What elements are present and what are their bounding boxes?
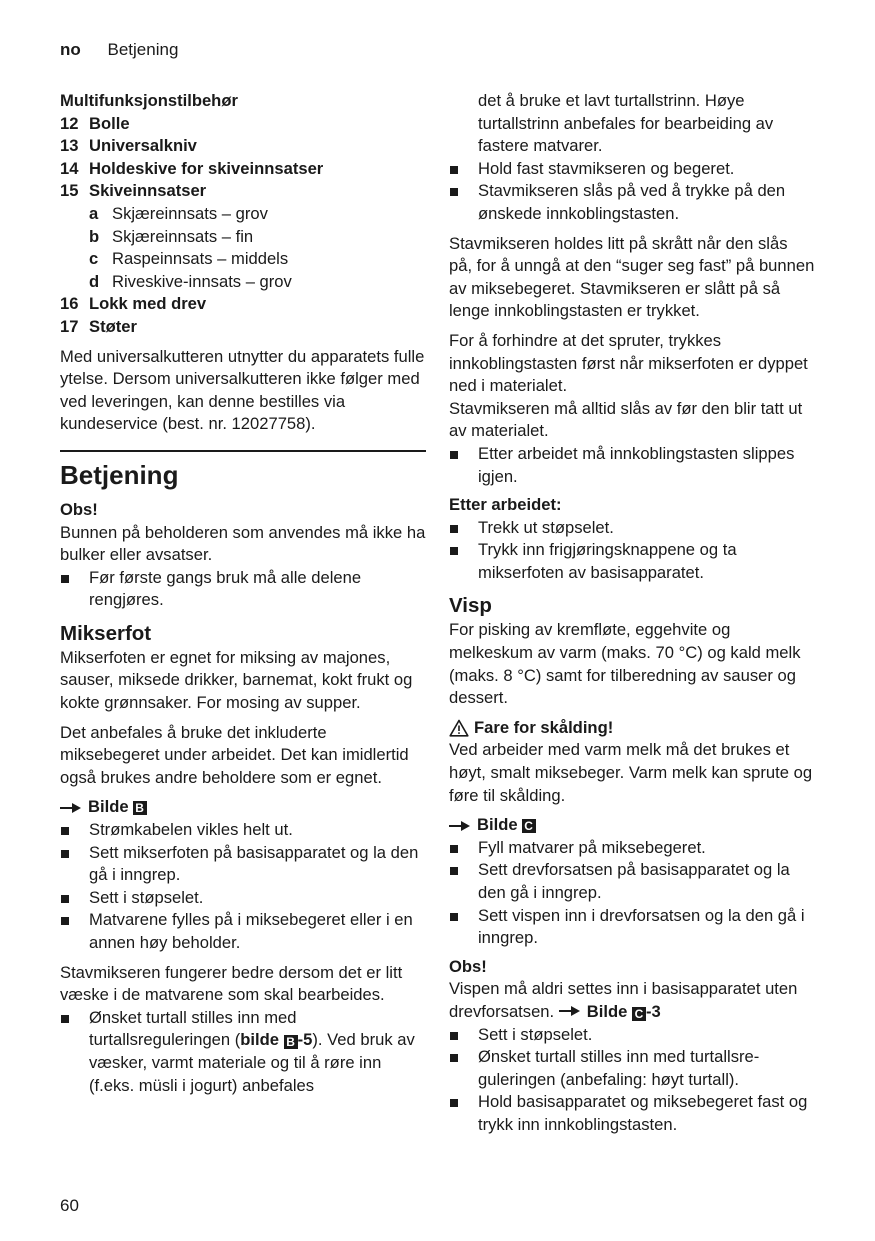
mikserfot-paragraph-2: Det anbefales å bruke det inkluderte miksebegeret under arbeidet. Det kan imidlertid også brukes andre beholdere som er egnet. [60,722,409,787]
after-work-bullets [449,517,815,585]
mikserfot-title: Mikserfot [60,621,152,645]
list-item: Strømkabelen vikles helt ut. [60,819,426,842]
obs-text: Bunnen på beholderen som anvendes må ikke ha bulker eller avsatser. [60,522,426,565]
list-item: Ønsket turtall stilles inn med turtallsreguleringen (bilde B -5). Ved bruk av væsker, varmt materiale og til å røre inn (f.eks. müsli i jogurt) anbefales [60,1007,426,1097]
list-item: 17 Støter [60,316,137,336]
mikserfot-bullets [60,819,426,955]
arrow-right-icon [449,820,471,832]
visp-paragraph: For pisking av kremfløte, eggehvite og melkeskum av varm (maks. 70 °C) og kald melk (maks. 8 °C) samt for tilberedning av sauser og dessert. [449,620,801,708]
list-item: 13 Universalkniv [60,136,197,156]
list-item: Fyll matvarer på miksebegeret. [449,837,815,860]
arrow-right-icon [60,802,82,814]
after-work-label: Etter arbeidet: [449,495,562,515]
universal-paragraph: Med universalkutteren utnytter du apparatets fulle ytelse. Dersom universalkutteren ikke følger med ved leveringen, kan denne bestilles via kundeservice (best. nr. 12027758). [60,346,425,434]
list-item: Sett mikserfoten på basisapparatet og la den gå i inngrep. [60,842,426,887]
visp-bullets [449,837,815,950]
list-item: Sett i støpselet. [449,1024,815,1047]
visp-title: Visp [449,594,492,618]
list-item: Hold fast stavmikseren og begeret. [449,158,815,181]
arrow-right-icon [559,1005,581,1017]
figure-letter-badge: B [133,801,147,815]
liquid-paragraph: Stavmikseren fungerer bedre dersom det er litt væske i de matvarene som skal bearbeides. [60,962,403,1005]
obs-text: Vispen må aldri settes inn i basisapparatet uten drevforsatsen. Bilde C -3 [449,979,798,1021]
list-item: Hold basisapparatet og miksebegeret fast og trykk inn innkoblingstasten. [449,1091,815,1136]
mikserfot-paragraph-1: Mikserfoten er egnet for miksing av majones, sauser, miksede drikker, barnemat, kokt frukt og kokte grønnsaker. For mosing av supper. [60,647,413,713]
obs-label: Obs! [60,499,98,519]
list-item: Sett i støpselet. [60,887,426,910]
list-item: a Skjæreinnsats – grov [89,203,268,223]
parts-list [60,113,426,203]
section-title: Betjening [60,459,179,490]
language-code: no [60,40,81,59]
figure-letter-badge: C [632,1007,646,1021]
list-item: Sett vispen inn i drevforsatsen og la den gå i inngrep. [449,905,815,950]
figure-reference: Bilde B [60,796,426,819]
subparts-list [60,203,426,293]
release-bullets [449,443,815,488]
section-divider [60,450,426,452]
hold-bullets [449,158,815,226]
list-item: 12 Bolle [60,113,130,133]
list-item: Trykk inn frigjøringsknappene og ta mikserfoten av basisapparatet. [449,539,815,584]
speed-bullets [60,1007,426,1097]
obs-bullets [60,567,426,612]
list-item: Trekk ut støpselet. [449,517,815,540]
warning-triangle-icon [449,719,469,737]
warning-text: Ved arbeider med varm melk må det brukes et høyt, smalt miksebeger. Varm melk kan sprute og føre til skålding. [449,740,813,805]
final-bullets [449,1024,815,1137]
list-item: Etter arbeidet må innkoblingstasten slippes igjen. [449,443,815,488]
list-item: Matvarene fylles på i miksebegeret eller i en annen høy beholder. [60,909,426,954]
tilt-paragraph: Stavmikseren holdes litt på skrått når den slås på, for å unngå at den “suger seg fast” på bunnen av miksebegeret. Stavmikseren er slått på så lenge innkoblingstasten er trykket. [449,233,815,321]
figure-letter-badge: C [522,819,536,833]
list-item: Stavmikseren slås på ved å trykke på den ønskede innkoblingstasten. [449,180,815,225]
figure-reference: Bilde C [449,814,815,837]
warning-heading: Fare for skålding! [449,717,815,740]
list-item: Før første gangs bruk må alle delene rengjøres. [60,567,426,612]
list-item: Sett drevforsatsen på basisapparatet og la den gå i inngrep. [449,859,815,904]
page-header [60,40,178,60]
list-item: 16 Lokk med drev [60,294,207,314]
splash-paragraph: For å forhindre at det spruter, trykkes innkoblingstasten først når mikserfoten er dyppet ned i materialet. [449,330,808,396]
list-item: d Riveskive-innsats – grov [89,271,292,291]
header-section: Betjening [107,40,179,59]
left-column [60,90,426,1097]
parts-list-2 [60,293,426,338]
list-item: 15 Skiveinnsatser [60,181,207,201]
figure-letter-badge: B [284,1035,298,1049]
accessory-heading: Multifunksjonstilbehør [60,91,238,110]
switch-off-paragraph: Stavmikseren må alltid slås av før den blir tatt ut av materialet. [449,398,803,441]
page-number: 60 [60,1196,79,1215]
speed-continuation: det å bruke et lavt turtallstrinn. Høye turtallstrinn anbefales for bearbeiding av fastere matvarer. [478,91,774,156]
list-item: b Skjæreinnsats – fin [89,226,254,246]
list-item: 14 Holdeskive for skiveinnsatser [60,158,324,178]
list-item: Ønsket turtall stilles inn med turtallsreguleringen (anbefaling: høyt turtall). [449,1046,815,1091]
obs-label: Obs! [449,956,487,976]
right-column [449,90,815,1137]
list-item: c Raspeinnsats – middels [89,249,289,269]
